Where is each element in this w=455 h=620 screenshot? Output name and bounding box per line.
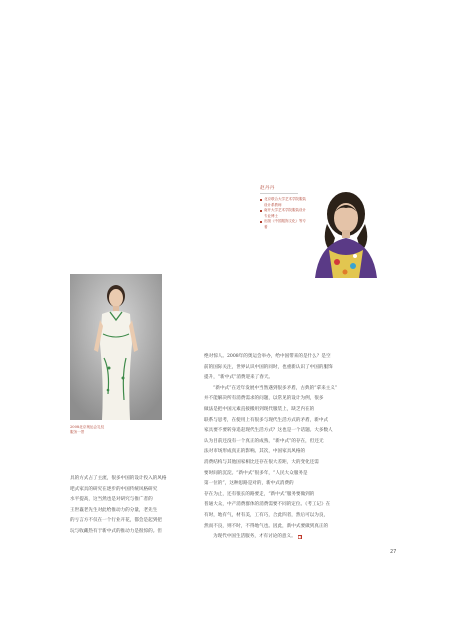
body-line: 消费结构与其他国家相比还存在很大差距，大的变化还需 [204,459,319,465]
body-line: 水平提高，这当然也是对研究与推广者的 [70,497,153,503]
body-line-final-text: 为现代中国生活服务，才有讨论的意义。 [213,534,296,540]
photo-caption-text: 2008北京奥运会礼仪服务一景 [70,425,105,435]
page-number: 27 [390,549,397,555]
body-line: 提升，“新中式”消费迎来了春天。 [204,375,274,381]
body-line: 做法是把中国元素直接搬用到现代服装上，缺乏内在的 [204,406,315,412]
body-line: 前的国际关注，世界认识中国的同时，也重新认识了中国的服饰 [204,364,333,370]
body-line: 第一位的”，这种思路是对的，新中式消费的 [204,481,294,487]
body-line-final [204,532,384,543]
qipao-model-illustration [70,274,162,420]
body-text-left-column [70,474,190,538]
body-line: 然而不良，则不时，不得地气也。因此，新中式要做到真正的 [204,523,329,529]
author-bio-item: 北京联合大学艺术学院服装设计系教师 [260,197,306,208]
author-bio-list [260,197,306,231]
body-line: 普通大众，中产消费群体的消费需要不同的定位。《考工记》在 [204,502,331,508]
photo-caption [70,425,106,436]
body-line: 认为目前还没有一个真正的成熟，“新中式”的存在，但还无 [204,438,324,444]
portrait-illustration [309,180,379,278]
author-bio-item: 出版《中国服饰文化》等专著 [260,219,306,230]
body-line: 绝对惊人。2008年的奥运会举办，给中国带来的是什么？是空 [204,354,331,359]
author-bio-item: 南开大学艺术学院服装设计专业博士 [260,208,306,219]
article-end-mark-icon: ■ [298,534,302,539]
body-line: 并不能解决所有消费需求的问题，以常见的设计为例，很多 [204,396,324,402]
body-line: 法对市场形成真正的影响。其次，中国家具风格的 [204,449,306,455]
author-name: 赵丹丹 [260,186,275,191]
body-line: 具的方式占了主流，很多中国的设计投入的风格 [70,476,167,481]
body-line: 的亏言方不仅在一个行业开花，都会是起到把 [70,518,162,524]
body-line: 吧式家具的研究在逐步的中国传统风格研究 [70,486,158,492]
body-text-right-column [204,352,384,543]
author-portrait-photo [309,180,379,278]
main-photo-model-qipao [70,274,162,420]
body-line: 有时，地有气，材有美，工有巧，合此四者，然后可以为良， [204,512,329,518]
body-line: 玩与收藏热有于新中式的推动力是很惊的。但 [70,528,162,534]
body-line: “新中式”在近年发展中当然遇到很多矛盾，古典的“拿来主义” [213,385,338,391]
body-line: 要时间的沉淀。“新中式”很多年，“人民大众服务是 [204,470,308,476]
body-line: 家具要不要转身追赶现代生活方式？这也是一个话题。大多数人 [204,428,333,434]
author-divider [260,193,298,194]
body-line: 存在为止，还有很长的路要走，“新中式”服务要做到的 [204,491,315,497]
body-line: 联系与思考，在使用上有很多与现代生活方式的矛盾，新中式 [204,417,329,423]
body-line: 王世襄老先生对此给推动力的分量，老先生 [70,507,158,513]
